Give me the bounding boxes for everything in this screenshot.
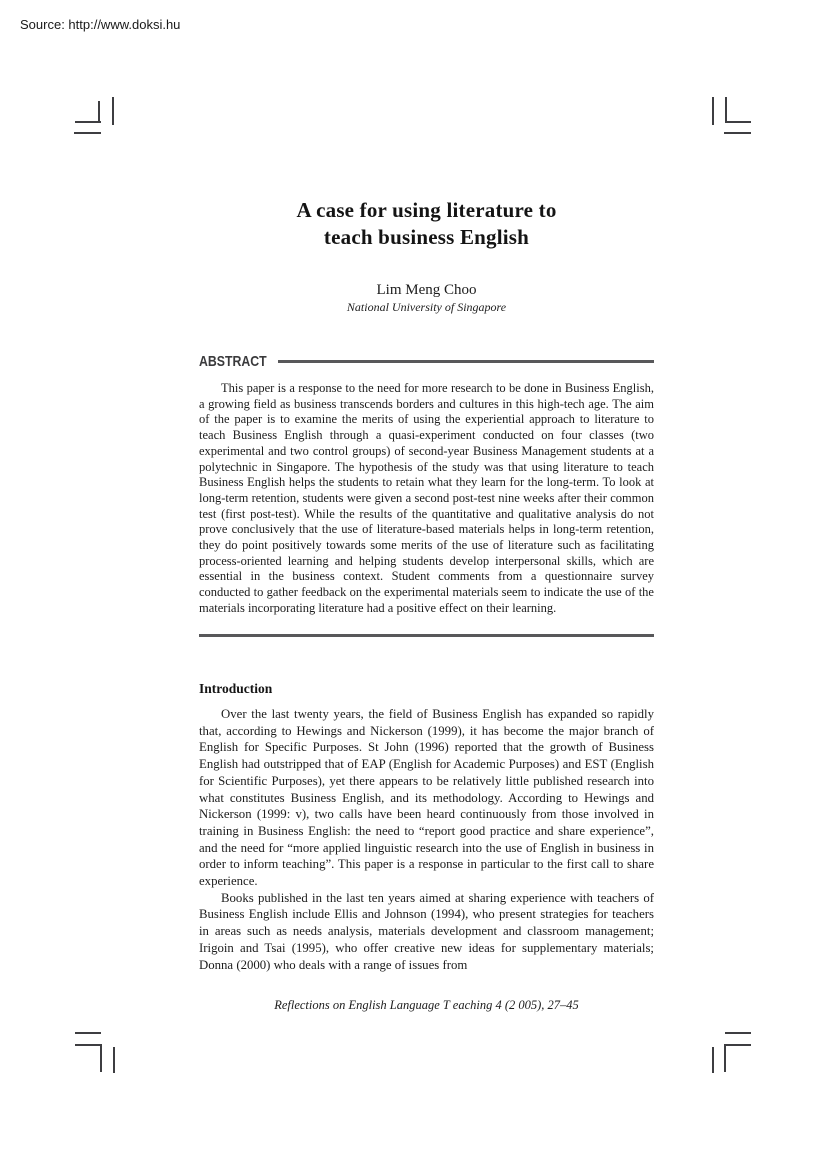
abstract-text: This paper is a response to the need for more research to be done in Business English, a growing field as business transcends borders and cultures in this high-tech age. The aim of the paper is to examine the merits of using the experiential approach to literature to teach Business English through a quasi-experiment conducted on four classes (two experimental and two control groups) of second-year Business Management students at a polytechnic in Singapore. The hypothesis of the study was that using literature to teach Business English helps the students to retain what they learn for the long-term. To look at long-term retention, students were given a second post-test nine weeks after their common test (first post-test). While the results of the quantitative and qualitative analysis do not prove conclusively that the use of literature-based materials helps in long-term retention, they do point positively towards some merits of the use of literature such as facilitating process-oriented learning and helping students develop interpersonal skills, which are essential in the business context. Student comments from a questionnaire survey conducted to gather feedback on the experimental materials seem to indicate the use of the materials incorporating literature had a positive effect on their learning. (199, 381, 654, 615)
title-line-1: A case for using literature to (296, 198, 557, 222)
crop-mark-line (98, 101, 100, 123)
author-affiliation: National University of Singapore (346, 300, 507, 314)
crop-mark-line (112, 97, 114, 125)
crop-mark-line (75, 1032, 101, 1034)
crop-mark-line (100, 1044, 102, 1072)
crop-mark-line (725, 121, 751, 123)
crop-mark-line (712, 97, 714, 125)
crop-mark-line (724, 1044, 726, 1072)
crop-mark-line (75, 1044, 102, 1046)
crop-mark-line (724, 132, 751, 134)
article-title (199, 197, 654, 251)
intro-paragraph-1: Over the last twenty years, the field of Business English has expanded so rapidly that, according to Hewings and Nickerson (1999), it has become the major branch of English for Specific Purposes. St John (1996) reported that the growth of Business English had outstripped that of EAP (English for Academic Purposes) and EST (English for Scientific Purposes), yet there appears to be relatively little published research into what constitutes Business English, and its methodology. According to Hewings and Nickerson (1999: v), two calls have been heard continuously from those involved in training in Business English: the need to “report good practice and share experience”, and the need for “more applied linguistic research into the use of English in business in order to inform teaching”. This paper is a response in particular to the first call to share experience. (199, 707, 654, 889)
crop-mark-line (74, 132, 101, 134)
abstract-bottom-rule (199, 634, 654, 637)
crop-mark-line (113, 1047, 115, 1073)
source-note: Source: http://www.doksi.hu (20, 17, 181, 32)
author-block (199, 281, 654, 315)
title-line-2: teach business English (323, 225, 530, 249)
crop-mark-line (725, 97, 727, 123)
crop-mark-line (712, 1047, 714, 1073)
introduction-section (199, 706, 654, 973)
abstract-rule (278, 360, 655, 363)
journal-footer: Reflections on English Language T eaching 4 (2 005), 27–45 (274, 998, 579, 1012)
abstract-header (199, 353, 654, 370)
author-name: Lim Meng Choo (376, 282, 477, 298)
crop-mark-line (724, 1044, 751, 1046)
intro-paragraph-2: Books published in the last ten years aimed at sharing experience with teachers of Business English include Ellis and Johnson (1994), who present strategies for teachers in areas such as needs analysis, materials development and classroom management; Irigoin and Tsai (1995), who offer creative new ideas for supplementary materials; Donna (2000) who deals with a range of issues from (199, 890, 654, 972)
crop-mark-line (725, 1032, 751, 1034)
abstract-label: ABSTRACT (199, 353, 267, 370)
section-heading-introduction: Introduction (199, 681, 273, 696)
